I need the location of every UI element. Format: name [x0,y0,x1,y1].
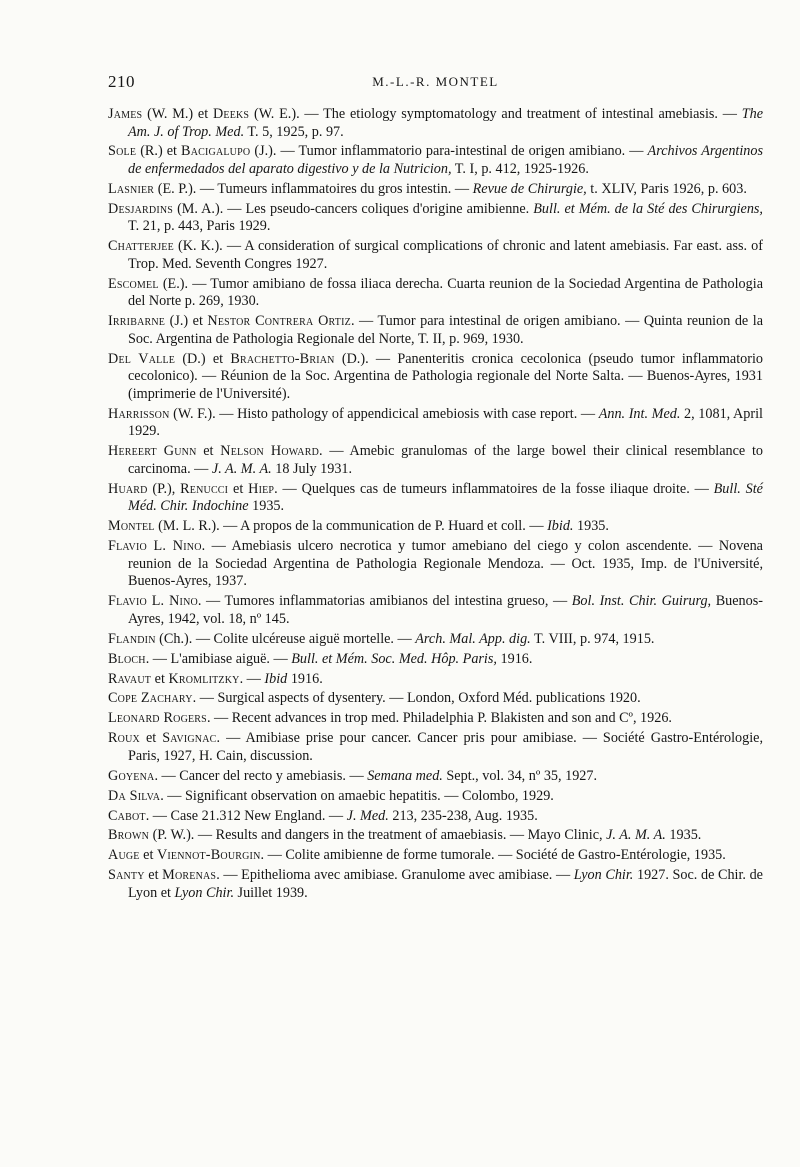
page-header [108,72,763,94]
reference-text: 1916. [287,670,323,687]
reference-author: Ravaut [108,670,152,687]
reference-entry [108,106,763,141]
reference-text: 1927. Soc. de Chir. de Lyon et [128,867,763,901]
reference-text: . — Epithelioma avec amibiase. Granulome avec amibiase. — [216,867,574,884]
reference-text: (P.), [147,480,181,497]
reference-text: (M. A.). — Les pseudo-cancers coliques d'origine amibienne. [173,200,534,217]
reference-entry [108,406,763,441]
reference-entry [108,867,763,902]
reference-journal: Archivos Argentinos de enfermedados del aparato digestivo y de la Nutricion, [128,143,763,178]
bibliography-list [108,106,763,905]
reference-text: (D.). — Panenteritis cronica cecolonica (pseudo tumor inflammatorio cecolonico). — Réunion de la Soc. Argentina de Pathologia regionale del Norte Salta. — Buenos-Ayres, 1931 (imprimerie de l'Université). [128,350,763,402]
reference-author: Nelson Howard [220,443,320,460]
reference-entry [108,827,763,845]
reference-entry [108,351,763,404]
reference-entry [108,788,763,806]
reference-text: . — L'amibiase aiguë. — [145,650,292,667]
reference-journal: Arch. Mal. App. dig. [415,630,531,647]
reference-author: Renucci [180,480,229,497]
reference-entry [108,671,763,689]
reference-author: Deeks [212,106,250,122]
reference-journal: J. A. M. A. [606,827,666,844]
page-number: 210 [108,72,135,91]
reference-author: Cope Zachary [108,690,193,707]
reference-text: (K. K.). — A consideration of surgical complications of chronic and latent amebiasis. Far east. ass. of Trop. Med. Seventh Congres 1927. [128,238,763,272]
reference-journal: Lyon Chir. [573,867,634,884]
reference-author: Kromlitzky [168,670,240,687]
reference-journal: Bull. et Mém. Soc. Med. Hôp. Paris, [291,650,497,667]
reference-author: Bloch [108,650,146,667]
reference-author: Escomel [108,275,159,292]
reference-text: et [139,730,163,747]
reference-text: . — Amebiasis ulcero necrotica y tumor amebiano del ciego y colon ascendente. — Novena reunion de la Sociedad Argentina de Pathologia Regionale Mendoza. — Oct. 1935, Imp. de l'Université, Buenos-Ayres, 1937. [128,538,763,590]
reference-author: Bacigalupo [181,143,251,160]
reference-entry [108,710,763,728]
reference-text: et [139,847,157,864]
reference-text: Buenos-Ayres, 1942, vol. 18, nº 145. [128,593,763,627]
reference-entry [108,730,763,765]
reference-text: T. 5, 1925, p. 97. [244,123,344,140]
reference-entry [108,847,763,865]
reference-entry [108,238,763,273]
reference-author: Goyena [108,767,155,784]
reference-author: Cabot [108,807,146,824]
reference-entry [108,481,763,516]
reference-text: t. XLIV, Paris 1926, p. 603. [586,180,747,197]
reference-text: (W. E.). — The etiology symptomatology and treatment of intestinal amebiasis. — [249,106,742,122]
reference-author: Viennot-Bourgin [156,847,261,864]
reference-entry [108,518,763,536]
reference-author: Hiep [248,480,275,497]
reference-author: Flavio L. Nino [108,593,198,610]
reference-text: . — Tumor para intestinal de origen amibiano. — Quinta reunion de la Soc. Argentina de Pathologia Regionale del Norte, T. II, p. 969, 1930. [128,313,763,347]
reference-text: (E.). — Tumor amibiano de fossa iliaca derecha. Cuarta reunion de la Sociedad Argentina de Pathologia del Norte p. 269, 1930. [128,275,763,310]
reference-text: 1935. [665,827,702,844]
reference-author: Morenas [162,867,217,884]
reference-journal: J. A. M. A. [211,460,272,477]
reference-author: Savignac [162,730,217,747]
reference-text: . — Colite amibienne de forme tumorale. — Société de Gastro-Entérologie, 1935. [260,847,726,864]
reference-author: Auge [108,847,140,864]
reference-text: . — [239,670,265,687]
reference-author: Nestor Contrera Ortiz [207,313,351,330]
reference-journal: Revue de Chirurgie, [472,180,587,197]
reference-text: (E. P.). — Tumeurs inflammatoires du gros intestin. — [154,180,473,197]
reference-journal: The Am. J. of Trop. Med. [128,106,764,140]
reference-author: Roux [108,730,140,747]
reference-entry [108,631,763,649]
reference-text: . — Amibiase prise pour cancer. Cancer pris pour amibiase. — Société Gastro-Entérologie, Paris, 1927, H. Cain, discussion. [128,730,763,764]
reference-entry [108,808,763,826]
reference-text: 18 July 1931. [271,460,353,477]
reference-entry [108,143,763,178]
reference-journal: Bull. Sté Méd. Chir. Indochine [128,480,763,515]
reference-text: 2, 1081, April 1929. [128,405,763,440]
reference-entry [108,651,763,669]
reference-text: (J.) et [165,313,208,330]
reference-text: et [151,670,169,687]
reference-text: et [196,443,221,460]
reference-journal: Semana med. [367,767,443,784]
reference-text: 1935. [573,518,609,535]
reference-text: (P. W.). — Results and dangers in the treatment of amaebiasis. — Mayo Clinic, [149,827,607,844]
reference-entry [108,690,763,708]
reference-text: (W. M.) et [142,106,213,122]
reference-entry [108,276,763,311]
reference-text: (W. F.). — Histo pathology of appendicical amebiosis with case report. — [169,405,599,422]
reference-text: T. 21, p. 443, Paris 1929. [128,218,271,235]
reference-text: . — Surgical aspects of dysentery. — London, Oxford Méd. publications 1920. [192,690,641,707]
reference-text: 1916. [496,650,533,667]
reference-entry [108,201,763,236]
reference-text: 1935. [248,498,285,515]
reference-journal: Ann. Int. Med. [598,405,681,422]
reference-text: . — Cancer del recto y amebiasis. — [154,767,368,784]
reference-entry [108,768,763,786]
reference-journal: Lyon Chir. [174,884,234,901]
reference-entry [108,593,763,628]
reference-text: . — Significant observation on amaebic hepatitis. — Colombo, 1929. [160,787,554,804]
reference-journal: Ibid. [547,518,574,535]
reference-journal: Bull. et Mém. de la Sté des Chirurgiens, [533,200,763,217]
reference-author: Desjardins [108,200,174,217]
reference-text: . — Recent advances in trop med. Philadelphia P. Blakisten and son and Cº, 1926. [206,710,672,727]
reference-text: et [144,867,163,884]
reference-text: . — Quelques cas de tumeurs inflammatoires de la fosse iliaque droite. — [274,480,714,497]
reference-author: Del Valle [108,350,176,367]
reference-text: (M. L. R.). — A propos de la communication de P. Huard et coll. — [154,518,548,535]
reference-author: Santy [108,867,145,884]
reference-journal: J. Med. [346,807,389,824]
reference-author: Sole [108,143,137,160]
running-head: M.-L.-R. MONTEL [372,74,499,89]
reference-entry [108,538,763,591]
reference-entry [108,313,763,348]
reference-text: (D.) et [175,350,231,367]
reference-journal: Ibid [264,670,288,687]
reference-entry [108,443,763,478]
reference-journal: Bol. Inst. Chir. Guirurg, [571,593,712,610]
reference-text: . — Case 21.312 New England. — [145,807,347,824]
reference-author: Chatterjee [108,238,174,255]
reference-text: Juillet 1939. [234,884,308,901]
reference-author: Harrisson [108,405,170,422]
reference-text: (J.). — Tumor inflammatorio para-intestinal de origen amibiano. — [250,143,648,160]
reference-author: Huard [108,480,148,497]
reference-author: Flavio L. Nino [108,538,202,555]
reference-text: T. VIII, p. 974, 1915. [530,630,655,647]
reference-author: Lasnier [108,180,155,197]
reference-text: (R.) et [136,143,182,160]
reference-text: Sept., vol. 34, nº 35, 1927. [442,767,598,784]
reference-author: Leonard Rogers [108,710,207,727]
reference-text: . — Tumores inflammatorias amibianos del intestina grueso, — [197,593,572,610]
reference-author: Irribarne [108,313,166,330]
reference-entry [108,181,763,199]
reference-author: James [108,106,143,122]
reference-author: Brachetto-Brian [230,350,335,367]
reference-text: (Ch.). — Colite ulcéreuse aiguë mortelle. — [155,630,416,647]
reference-author: Da Silva [108,787,161,804]
reference-text: . — Amebic granulomas of the large bowel their clinical resemblance to carcinoma. — [128,443,764,477]
reference-text: T. I, p. 412, 1925-1926. [451,161,589,178]
reference-author: Flandin [108,630,156,647]
reference-text: et [228,480,249,497]
reference-author: Montel [108,518,155,535]
reference-author: Brown [108,827,150,844]
reference-text: 213, 235-238, Aug. 1935. [388,807,538,824]
reference-author: Hereert Gunn [108,443,197,460]
